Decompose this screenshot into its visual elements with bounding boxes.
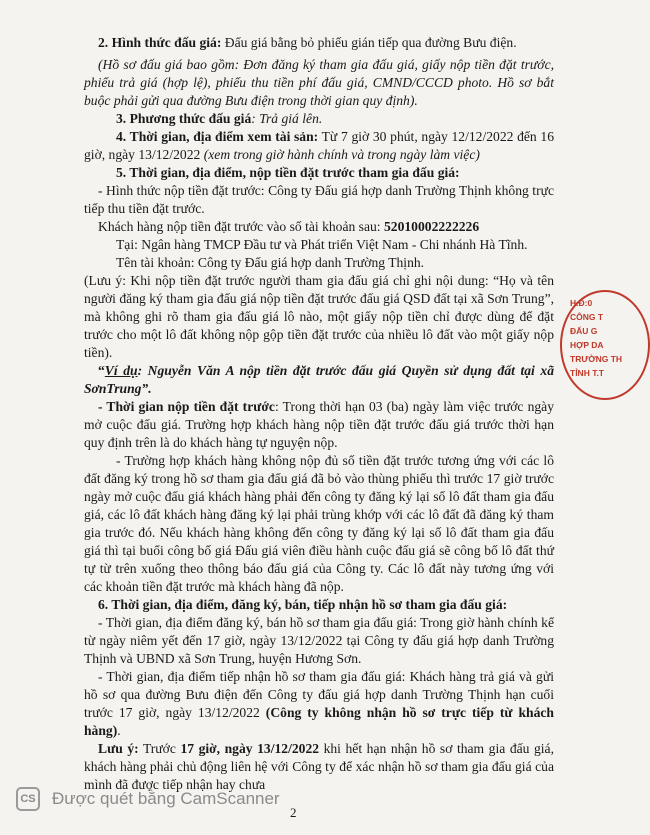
section-2 <box>84 34 554 52</box>
section-5-example: “Ví dụ: Nguyễn Văn A nộp tiền đặt trước đấu giá Quyền sử dụng đất tại xã SơnTrung”. <box>84 363 554 396</box>
seal-line: HỢP DA <box>570 340 604 350</box>
section-4-title: 4. Thời gian, địa điểm xem tài sản: <box>116 129 319 144</box>
section-5-payment-method: - Hình thức nộp tiền đặt trước: Công ty Đấu giá hợp danh Trường Thịnh không trực tiếp thu tiền đặt trước. <box>84 183 554 216</box>
seal-line: CÔNG T <box>570 312 604 322</box>
camscanner-watermark <box>16 785 280 813</box>
section-5-title: 5. Thời gian, địa điểm, nộp tiền đặt trước tham gia đấu giá: <box>116 165 460 180</box>
section-4-text: Từ 7 giờ 30 phút, ngày 12/12/2022 đến 16 giờ, ngày 13/12/2022 <box>84 129 554 162</box>
document-body <box>84 34 554 794</box>
section-4-note: (xem trong giờ hành chính và trong ngày làm việc) <box>203 147 480 162</box>
section-6-title: 6. Thời gian, địa điểm, đăng ký, bán, tiếp nhận hồ sơ tham gia đấu giá: <box>98 597 508 612</box>
example-label: Ví dụ <box>104 363 138 378</box>
section-2-note: (Hồ sơ đấu giá bao gồm: Đơn đăng ký tham gia đấu giá, giấy nộp tiền đặt trước, phiếu trả giá (hợp lệ), phiếu thu tiền phí đấu giá, CMND/CCCD photo. Hồ sơ bắt buộc phải gửi qua đường Bưu điện trong thời gian quy định). <box>84 57 554 108</box>
deadline-title: - Thời gian nộp tiền đặt trước <box>98 399 275 414</box>
receipt-bold: (Công ty không nhận hồ sơ trực tiếp từ khách hàng) <box>84 705 554 738</box>
section-6-registration: - Thời gian, địa điểm đăng ký, bán hồ sơ tham gia đấu giá: Trong giờ hành chính kể từ ngày niêm yết đến 17 giờ, ngày 13/12/2022 tại Công ty đấu giá hợp danh Trường Thịnh và UBND xã Sơn Trung, huyện Hương Sơn. <box>84 615 554 666</box>
section-5-deadline <box>84 398 554 452</box>
receipt-text: - Thời gian, địa điểm tiếp nhận hồ sơ tham gia đấu giá: Khách hàng trả giá và gửi hồ sơ qua đường Bưu điện đến Công ty đấu giá hợp danh Trường Thịnh hạn cuối trước 17 giờ, ngày 13/12/2022 <box>84 669 554 720</box>
deadline-text: : Trong thời hạn 03 (ba) ngày làm việc trước ngày mở cuộc đấu giá. Trường hợp khách hàng nộp tiền đặt trước đấu giá trước thời hạn quy định trên là do khách hàng tự nguyện nộp. <box>84 399 555 450</box>
account-label: Khách hàng nộp tiền đặt trước vào số tài khoản sau: <box>98 219 384 234</box>
camscanner-logo-icon: CS <box>16 787 40 811</box>
account-number: 52010002222226 <box>383 219 480 234</box>
section-5-bank: Tại: Ngân hàng TMCP Đầu tư và Phát triển Việt Nam - Chi nhánh Hà Tĩnh. <box>116 237 528 252</box>
page-number: 2 <box>290 805 297 820</box>
seal-line: TRƯỜNG TH <box>570 354 623 364</box>
section-2-title: 2. Hình thức đấu giá: <box>98 35 222 50</box>
note-mid: Trước <box>138 741 181 756</box>
section-5-account <box>84 218 554 236</box>
example-text: : Nguyễn Văn A nộp tiền đặt trước đấu giá Quyền sử dụng đất tại xã SơnTrung”. <box>84 363 554 396</box>
note-deadline: 17 giờ, ngày 13/12/2022 <box>180 741 320 756</box>
section-5-case: - Trường hợp khách hàng không nộp đủ số tiền đặt trước tương ứng với các lô đất đăng ký trong hồ sơ tham gia đấu giá đã bỏ vào thùng phiếu thì trước 17 giờ trước ngày mở cuộc đấu giá khách hàng phải đến công ty đăng ký lại số lô đất tham gia đấu giá, các lô đất khách hàng đăng ký lại phải trùng khớp với các lô đất đã đăng ký tham gia trước đó. Nếu khách hàng không đến công ty đăng ký lại số lô đất tham gia đấu giá thì tại buổi công bố giá Đấu giá viên điều hành cuộc đấu giá sẽ công bố lô đất thứ tự từ trên xuống theo thông báo đấu giá của Công ty. Các lô đất này tương ứng với các khoản tiền đặt trước mà khách hàng đã nộp. <box>84 453 554 594</box>
note-text: khi hết hạn nhận hồ sơ tham gia đấu giá, khách hàng phải chủ động liên hệ với Công ty để xác nhận hồ sơ tham gia đấu giá của mình đã được tiếp nhận hay chưa <box>84 741 554 792</box>
note-label: Lưu ý: <box>98 741 139 756</box>
section-6-receipt <box>84 668 554 740</box>
receipt-end: . <box>117 723 121 738</box>
section-5-note: (Lưu ý: Khi nộp tiền đặt trước người tham gia đấu giá chỉ ghi nội dung: “Họ và tên người đăng ký tham gia đấu giá nộp tiền đặt trước đấu giá QSD đất tại xã Sơn Trung”, mà không ghi rõ tham gia đấu giá lô nào, một giấy nộp tiền chỉ được dùng để đặt trước cho một lô đất không nộp gộp tiền đặt trước của nhiều lô đất vào một giấy nộp tiền). <box>84 273 554 360</box>
section-3-text: : Trả giá lên. <box>251 111 323 126</box>
watermark-text: Được quét bằng CamScanner <box>52 789 280 808</box>
section-3 <box>84 110 554 128</box>
seal-line: H.Đ:0 <box>570 298 593 308</box>
section-3-title: 3. Phương thức đấu giá <box>116 111 252 126</box>
section-5-account-name: Tên tài khoản: Công ty Đấu giá hợp danh Trường Thịnh. <box>116 255 425 270</box>
seal-line: TỈNH T.T <box>570 368 604 378</box>
section-2-text: Đấu giá bằng bỏ phiếu gián tiếp qua đường Bưu điện. <box>221 35 517 50</box>
seal-line: ĐẤU G <box>570 326 598 336</box>
section-4 <box>84 128 554 164</box>
company-seal <box>560 290 650 400</box>
